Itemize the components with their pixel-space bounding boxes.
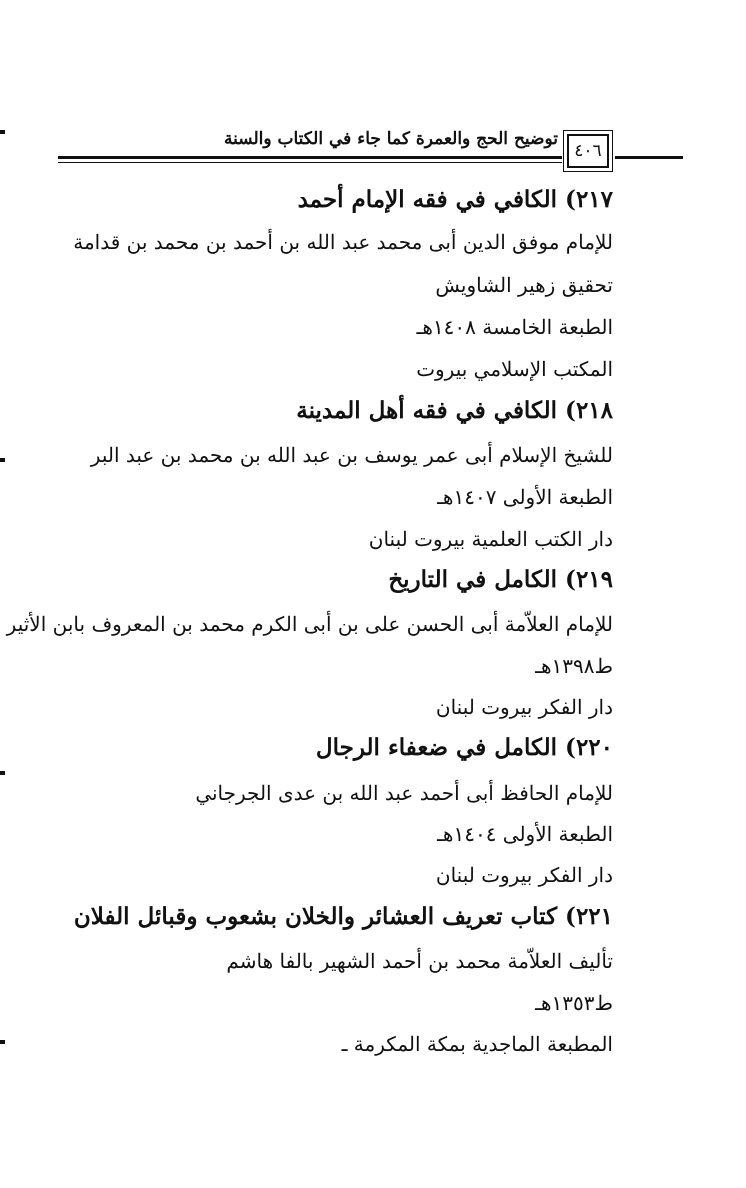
- entry-title: ٢٢٠) الكامل في ضعفاء الرجال: [315, 734, 613, 761]
- entry-edition: الطبعة الأولى ١٤٠٧هـ: [437, 485, 613, 509]
- margin-mark: [0, 130, 5, 134]
- entry-author: للشيخ الإسلام أبى عمر يوسف بن عبد الله بن محمد بن عبد البر: [90, 443, 613, 467]
- entry-publisher: المكتب الإسلامي بيروت: [416, 357, 613, 381]
- entry-editor: تحقيق زهير الشاويش: [435, 273, 613, 297]
- entry-author: تأليف العلاّمة محمد بن أحمد الشهير بالفا هاشم: [226, 949, 613, 973]
- entry-edition: الطبعة الأولى ١٤٠٤هـ: [437, 822, 613, 846]
- margin-mark: [0, 771, 5, 775]
- header-rule-right: [58, 156, 562, 159]
- entry-publisher: المطبعة الماجدية بمكة المكرمة ـ: [341, 1032, 613, 1056]
- entry-publisher: دار الفكر بيروت لبنان: [435, 695, 613, 719]
- margin-mark: [0, 458, 5, 462]
- entry-edition: الطبعة الخامسة ١٤٠٨هـ: [416, 315, 613, 339]
- entry-edition: ط١٣٩٨هـ: [535, 654, 613, 678]
- entry-publisher: دار الفكر بيروت لبنان: [435, 863, 613, 887]
- header-rule-left: [615, 156, 683, 159]
- entry-publisher: دار الكتب العلمية بيروت لبنان: [368, 527, 613, 551]
- page-number: ٤٠٦: [574, 141, 602, 161]
- header-rule-thin: [58, 162, 562, 163]
- margin-mark: [0, 1040, 5, 1044]
- entry-author: للإمام العلاّمة أبى الحسن على بن أبى الكرم محمد بن المعروف بابن الأثير: [6, 612, 613, 636]
- entry-edition: ط١٣٥٣هـ: [535, 991, 613, 1015]
- page-number-box: [567, 134, 609, 168]
- entry-title: ٢٢١) كتاب تعريف العشائر والخلان بشعوب وقبائل الفلان: [73, 903, 613, 930]
- entry-title: ٢١٨) الكافي في فقه أهل المدينة: [296, 397, 613, 424]
- entry-title: ٢١٧) الكافي في فقه الإمام أحمد: [297, 186, 613, 213]
- entry-author: للإمام موفق الدين أبى محمد عبد الله بن أحمد بن محمد بن قدامة: [73, 230, 613, 254]
- entry-title: ٢١٩) الكامل في التاريخ: [388, 566, 613, 593]
- book-title: توضيح الحج والعمرة كما جاء في الكتاب والسنة: [224, 129, 558, 149]
- entry-author: للإمام الحافظ أبى أحمد عبد الله بن عدى الجرجاني: [195, 781, 613, 805]
